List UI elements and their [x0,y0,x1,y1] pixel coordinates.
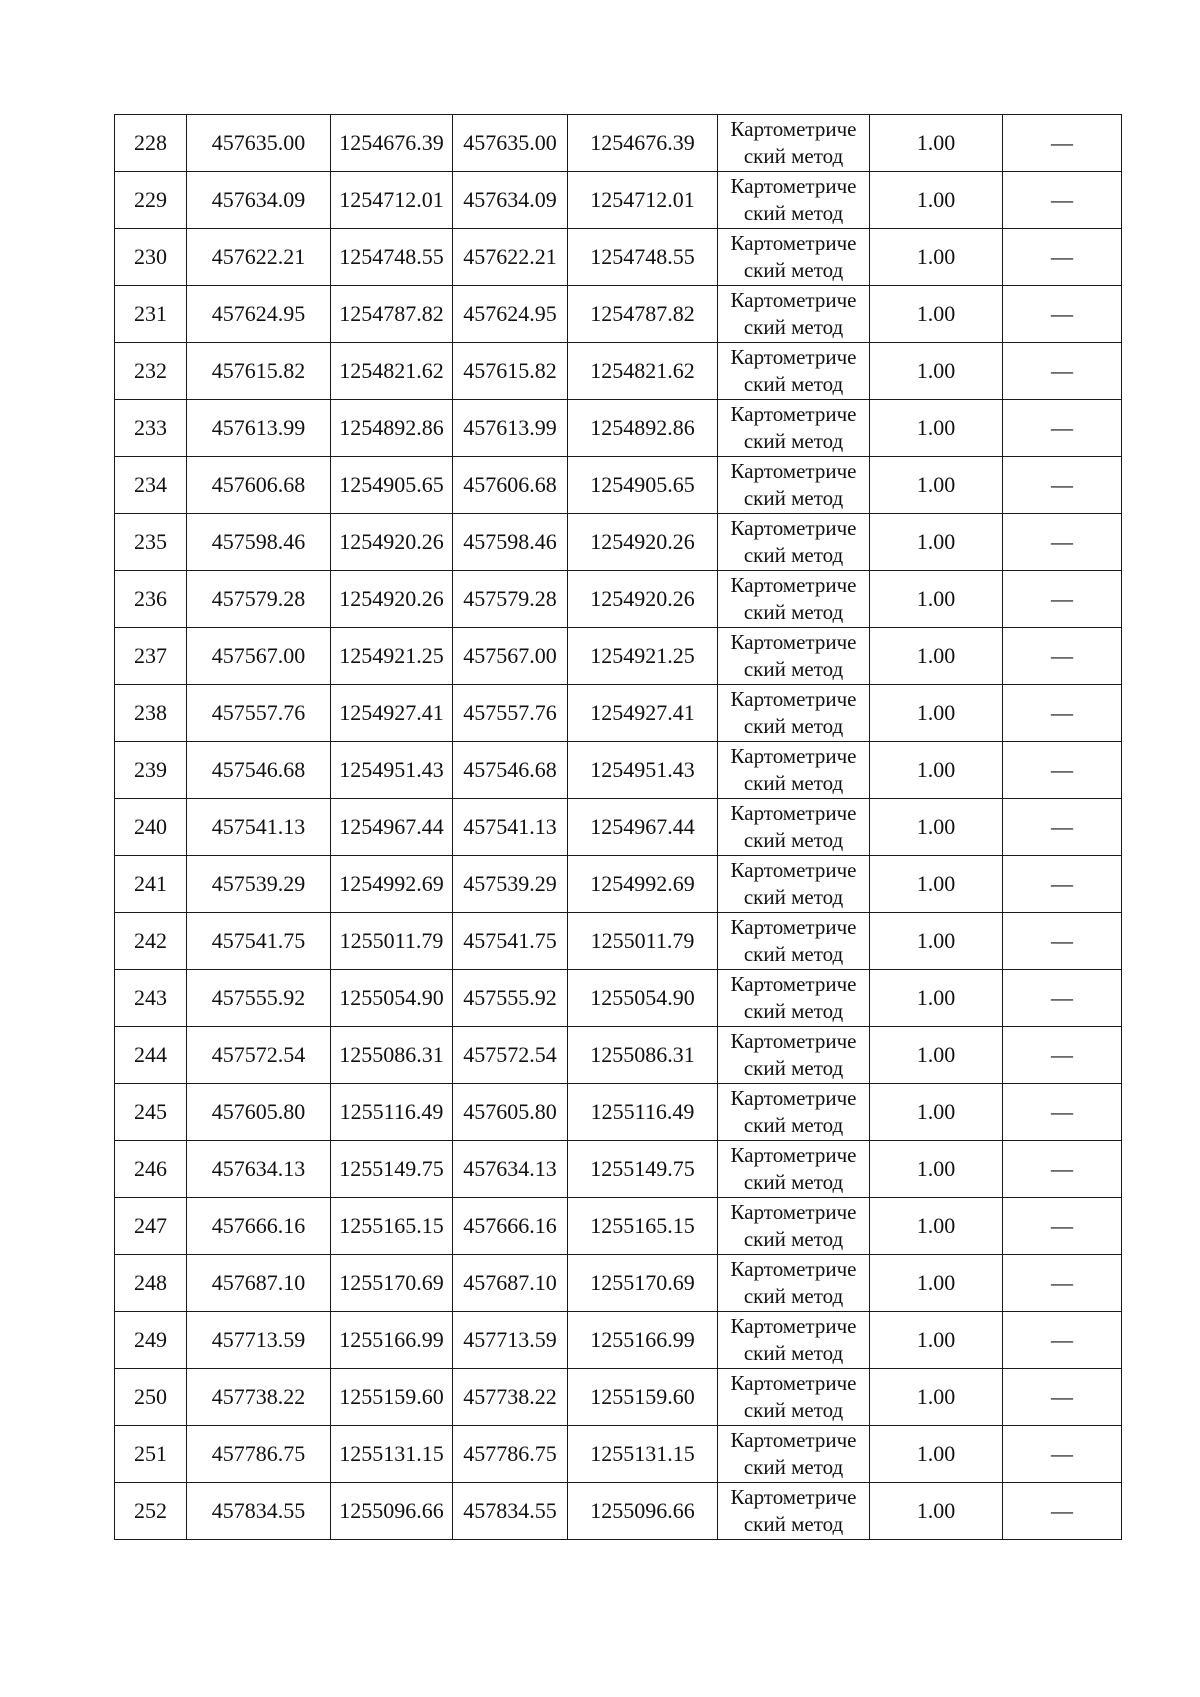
existing-x-cell: 457624.95 [187,286,331,343]
new-y-cell: 1254892.86 [568,400,718,457]
new-x-cell: 457635.00 [453,115,568,172]
new-y-cell: 1254967.44 [568,799,718,856]
table-body [115,115,1122,1540]
method-line-1: Картометриче [730,345,857,369]
existing-x-cell: 457555.92 [187,970,331,1027]
note-cell: — [1003,400,1122,457]
table-row [115,115,1122,172]
existing-y-cell: 1254920.26 [331,571,453,628]
method-line-2: ский метод [743,828,844,852]
point-number-cell: 236 [115,571,187,628]
method-line-2: ский метод [743,1284,844,1308]
new-y-cell: 1254905.65 [568,457,718,514]
method-line-1: Картометриче [730,1257,857,1281]
point-number-cell: 238 [115,685,187,742]
table-row [115,685,1122,742]
method-cell [718,1426,870,1483]
accuracy-cell: 1.00 [870,571,1003,628]
existing-x-cell: 457634.13 [187,1141,331,1198]
point-number-cell: 240 [115,799,187,856]
existing-y-cell: 1255054.90 [331,970,453,1027]
new-x-cell: 457541.13 [453,799,568,856]
method-line-1: Картометриче [730,687,857,711]
method-line-1: Картометриче [730,1200,857,1224]
method-line-2: ский метод [743,543,844,567]
accuracy-cell: 1.00 [870,514,1003,571]
point-number-cell: 242 [115,913,187,970]
method-cell [718,913,870,970]
new-y-cell: 1254992.69 [568,856,718,913]
new-y-cell: 1254676.39 [568,115,718,172]
method-line-1: Картометриче [730,1314,857,1338]
accuracy-cell: 1.00 [870,172,1003,229]
point-number-cell: 233 [115,400,187,457]
accuracy-cell: 1.00 [870,685,1003,742]
note-cell: — [1003,628,1122,685]
method-cell [718,286,870,343]
accuracy-cell: 1.00 [870,856,1003,913]
accuracy-cell: 1.00 [870,1198,1003,1255]
existing-y-cell: 1254821.62 [331,343,453,400]
accuracy-cell: 1.00 [870,1027,1003,1084]
new-y-cell: 1255096.66 [568,1483,718,1540]
new-x-cell: 457598.46 [453,514,568,571]
point-number-cell: 246 [115,1141,187,1198]
new-x-cell: 457786.75 [453,1426,568,1483]
new-x-cell: 457687.10 [453,1255,568,1312]
method-line-1: Картометриче [730,288,857,312]
point-number-cell: 248 [115,1255,187,1312]
accuracy-cell: 1.00 [870,1369,1003,1426]
existing-y-cell: 1255166.99 [331,1312,453,1369]
note-cell: — [1003,343,1122,400]
existing-x-cell: 457541.13 [187,799,331,856]
new-x-cell: 457624.95 [453,286,568,343]
method-line-1: Картометриче [730,516,857,540]
new-y-cell: 1255166.99 [568,1312,718,1369]
table-row [115,1369,1122,1426]
new-y-cell: 1255131.15 [568,1426,718,1483]
method-line-1: Картометриче [730,744,857,768]
method-line-1: Картометриче [730,1086,857,1110]
method-cell [718,856,870,913]
new-y-cell: 1254927.41 [568,685,718,742]
method-line-2: ский метод [743,714,844,738]
method-cell [718,742,870,799]
method-line-1: Картометриче [730,573,857,597]
existing-y-cell: 1255086.31 [331,1027,453,1084]
method-line-2: ский метод [743,600,844,624]
existing-y-cell: 1254927.41 [331,685,453,742]
new-x-cell: 457666.16 [453,1198,568,1255]
table-row [115,1198,1122,1255]
existing-x-cell: 457572.54 [187,1027,331,1084]
point-number-cell: 231 [115,286,187,343]
point-number-cell: 239 [115,742,187,799]
method-line-1: Картометриче [730,174,857,198]
point-number-cell: 230 [115,229,187,286]
point-number-cell: 229 [115,172,187,229]
new-y-cell: 1254787.82 [568,286,718,343]
point-number-cell: 234 [115,457,187,514]
method-line-2: ский метод [743,942,844,966]
new-x-cell: 457634.13 [453,1141,568,1198]
method-line-2: ский метод [743,885,844,909]
existing-y-cell: 1254712.01 [331,172,453,229]
accuracy-cell: 1.00 [870,913,1003,970]
accuracy-cell: 1.00 [870,457,1003,514]
method-line-1: Картометриче [730,1143,857,1167]
method-line-2: ский метод [743,1512,844,1536]
note-cell: — [1003,286,1122,343]
method-line-2: ский метод [743,999,844,1023]
new-x-cell: 457557.76 [453,685,568,742]
new-y-cell: 1254821.62 [568,343,718,400]
note-cell: — [1003,1084,1122,1141]
method-line-1: Картометриче [730,972,857,996]
note-cell: — [1003,172,1122,229]
existing-x-cell: 457687.10 [187,1255,331,1312]
new-y-cell: 1254712.01 [568,172,718,229]
note-cell: — [1003,742,1122,799]
existing-y-cell: 1255165.15 [331,1198,453,1255]
existing-x-cell: 457546.68 [187,742,331,799]
method-line-1: Картометриче [730,858,857,882]
method-cell [718,343,870,400]
note-cell: — [1003,115,1122,172]
existing-x-cell: 457615.82 [187,343,331,400]
existing-y-cell: 1255170.69 [331,1255,453,1312]
new-x-cell: 457615.82 [453,343,568,400]
accuracy-cell: 1.00 [870,1483,1003,1540]
note-cell: — [1003,970,1122,1027]
note-cell: — [1003,1198,1122,1255]
table-row [115,343,1122,400]
note-cell: — [1003,685,1122,742]
method-line-2: ский метод [743,1227,844,1251]
method-cell [718,571,870,628]
new-x-cell: 457539.29 [453,856,568,913]
method-line-1: Картометриче [730,630,857,654]
accuracy-cell: 1.00 [870,229,1003,286]
method-line-2: ский метод [743,1341,844,1365]
table-row [115,742,1122,799]
new-x-cell: 457634.09 [453,172,568,229]
existing-y-cell: 1254748.55 [331,229,453,286]
table-row [115,400,1122,457]
point-number-cell: 247 [115,1198,187,1255]
note-cell: — [1003,1141,1122,1198]
table-row [115,1084,1122,1141]
note-cell: — [1003,1027,1122,1084]
method-line-1: Картометриче [730,231,857,255]
existing-y-cell: 1254892.86 [331,400,453,457]
table-row [115,856,1122,913]
existing-y-cell: 1255131.15 [331,1426,453,1483]
new-x-cell: 457579.28 [453,571,568,628]
method-cell [718,457,870,514]
existing-y-cell: 1254905.65 [331,457,453,514]
note-cell: — [1003,457,1122,514]
method-line-2: ский метод [743,1113,844,1137]
point-number-cell: 245 [115,1084,187,1141]
method-line-1: Картометриче [730,801,857,825]
method-line-2: ский метод [743,486,844,510]
method-line-1: Картометриче [730,1371,857,1395]
new-y-cell: 1255149.75 [568,1141,718,1198]
method-line-2: ский метод [743,144,844,168]
note-cell: — [1003,1369,1122,1426]
existing-x-cell: 457598.46 [187,514,331,571]
existing-x-cell: 457557.76 [187,685,331,742]
existing-x-cell: 457738.22 [187,1369,331,1426]
existing-x-cell: 457613.99 [187,400,331,457]
method-line-2: ский метод [743,258,844,282]
new-y-cell: 1254920.26 [568,514,718,571]
existing-x-cell: 457834.55 [187,1483,331,1540]
method-cell [718,970,870,1027]
method-line-2: ский метод [743,1170,844,1194]
existing-x-cell: 457634.09 [187,172,331,229]
existing-x-cell: 457622.21 [187,229,331,286]
new-y-cell: 1255054.90 [568,970,718,1027]
method-line-1: Картометриче [730,1428,857,1452]
method-line-2: ский метод [743,657,844,681]
method-line-2: ский метод [743,1455,844,1479]
new-y-cell: 1254951.43 [568,742,718,799]
method-cell [718,514,870,571]
method-line-2: ский метод [743,429,844,453]
existing-y-cell: 1254967.44 [331,799,453,856]
method-cell [718,115,870,172]
existing-y-cell: 1254951.43 [331,742,453,799]
method-line-1: Картометриче [730,459,857,483]
point-number-cell: 252 [115,1483,187,1540]
point-number-cell: 235 [115,514,187,571]
note-cell: — [1003,514,1122,571]
point-number-cell: 228 [115,115,187,172]
method-cell [718,400,870,457]
existing-y-cell: 1254676.39 [331,115,453,172]
new-y-cell: 1254920.26 [568,571,718,628]
new-x-cell: 457613.99 [453,400,568,457]
note-cell: — [1003,1312,1122,1369]
table-row [115,457,1122,514]
existing-x-cell: 457567.00 [187,628,331,685]
existing-x-cell: 457666.16 [187,1198,331,1255]
existing-x-cell: 457605.80 [187,1084,331,1141]
new-x-cell: 457834.55 [453,1483,568,1540]
method-line-2: ский метод [743,315,844,339]
new-y-cell: 1255086.31 [568,1027,718,1084]
method-line-2: ский метод [743,372,844,396]
method-line-2: ский метод [743,1398,844,1422]
table-row [115,1027,1122,1084]
method-cell [718,799,870,856]
accuracy-cell: 1.00 [870,400,1003,457]
table-row [115,799,1122,856]
existing-y-cell: 1254921.25 [331,628,453,685]
table-row [115,1141,1122,1198]
new-y-cell: 1255165.15 [568,1198,718,1255]
existing-y-cell: 1255116.49 [331,1084,453,1141]
new-x-cell: 457738.22 [453,1369,568,1426]
method-line-1: Картометриче [730,402,857,426]
existing-x-cell: 457713.59 [187,1312,331,1369]
method-cell [718,685,870,742]
new-y-cell: 1255011.79 [568,913,718,970]
method-line-1: Картометриче [730,117,857,141]
method-cell [718,1084,870,1141]
method-cell [718,172,870,229]
existing-x-cell: 457541.75 [187,913,331,970]
point-number-cell: 250 [115,1369,187,1426]
accuracy-cell: 1.00 [870,1255,1003,1312]
table-row [115,1255,1122,1312]
point-number-cell: 251 [115,1426,187,1483]
accuracy-cell: 1.00 [870,1312,1003,1369]
existing-y-cell: 1255159.60 [331,1369,453,1426]
note-cell: — [1003,856,1122,913]
accuracy-cell: 1.00 [870,1084,1003,1141]
table-row [115,913,1122,970]
method-cell [718,1198,870,1255]
table-row [115,1483,1122,1540]
method-cell [718,1255,870,1312]
table-row [115,229,1122,286]
table-row [115,628,1122,685]
new-x-cell: 457555.92 [453,970,568,1027]
accuracy-cell: 1.00 [870,286,1003,343]
new-x-cell: 457572.54 [453,1027,568,1084]
new-y-cell: 1254748.55 [568,229,718,286]
new-y-cell: 1255116.49 [568,1084,718,1141]
existing-y-cell: 1254992.69 [331,856,453,913]
method-line-2: ский метод [743,201,844,225]
table-row [115,571,1122,628]
point-number-cell: 241 [115,856,187,913]
table-row [115,970,1122,1027]
accuracy-cell: 1.00 [870,628,1003,685]
table-row [115,1426,1122,1483]
existing-x-cell: 457539.29 [187,856,331,913]
existing-x-cell: 457635.00 [187,115,331,172]
method-cell [718,1369,870,1426]
note-cell: — [1003,229,1122,286]
note-cell: — [1003,913,1122,970]
point-number-cell: 232 [115,343,187,400]
point-number-cell: 244 [115,1027,187,1084]
note-cell: — [1003,1255,1122,1312]
existing-x-cell: 457579.28 [187,571,331,628]
table-row [115,1312,1122,1369]
note-cell: — [1003,1426,1122,1483]
table-row [115,286,1122,343]
note-cell: — [1003,571,1122,628]
point-number-cell: 237 [115,628,187,685]
new-y-cell: 1254921.25 [568,628,718,685]
table-row [115,172,1122,229]
method-line-2: ский метод [743,1056,844,1080]
new-x-cell: 457622.21 [453,229,568,286]
method-line-1: Картометриче [730,1485,857,1509]
existing-y-cell: 1255011.79 [331,913,453,970]
method-cell [718,628,870,685]
accuracy-cell: 1.00 [870,1426,1003,1483]
method-line-1: Картометриче [730,1029,857,1053]
new-x-cell: 457606.68 [453,457,568,514]
coordinates-table [114,114,1122,1540]
accuracy-cell: 1.00 [870,115,1003,172]
new-x-cell: 457713.59 [453,1312,568,1369]
accuracy-cell: 1.00 [870,799,1003,856]
existing-y-cell: 1254920.26 [331,514,453,571]
point-number-cell: 243 [115,970,187,1027]
method-cell [718,1027,870,1084]
note-cell: — [1003,799,1122,856]
existing-y-cell: 1255149.75 [331,1141,453,1198]
note-cell: — [1003,1483,1122,1540]
existing-x-cell: 457606.68 [187,457,331,514]
table-row [115,514,1122,571]
method-cell [718,1141,870,1198]
accuracy-cell: 1.00 [870,1141,1003,1198]
new-y-cell: 1255170.69 [568,1255,718,1312]
method-line-1: Картометриче [730,915,857,939]
method-line-2: ский метод [743,771,844,795]
existing-y-cell: 1255096.66 [331,1483,453,1540]
new-x-cell: 457567.00 [453,628,568,685]
accuracy-cell: 1.00 [870,742,1003,799]
existing-y-cell: 1254787.82 [331,286,453,343]
method-cell [718,1483,870,1540]
new-y-cell: 1255159.60 [568,1369,718,1426]
new-x-cell: 457541.75 [453,913,568,970]
new-x-cell: 457546.68 [453,742,568,799]
accuracy-cell: 1.00 [870,343,1003,400]
method-cell [718,229,870,286]
accuracy-cell: 1.00 [870,970,1003,1027]
method-cell [718,1312,870,1369]
existing-x-cell: 457786.75 [187,1426,331,1483]
point-number-cell: 249 [115,1312,187,1369]
new-x-cell: 457605.80 [453,1084,568,1141]
